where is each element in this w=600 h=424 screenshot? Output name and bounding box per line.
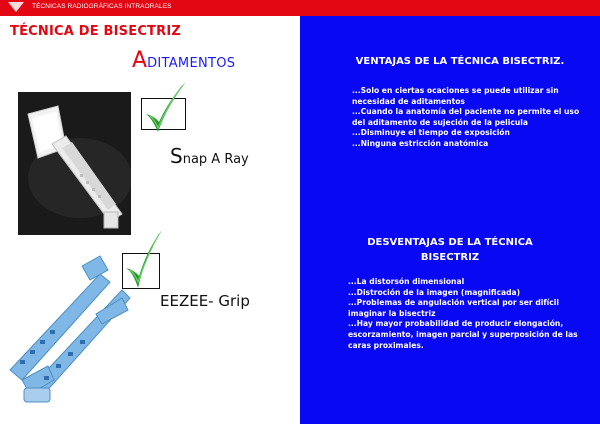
triangle-logo-icon [8,2,24,12]
heading-initial: A [132,48,148,73]
list-item: ...Solo en ciertas ocaciones se puede utilizar sin necesidad de aditamentos [352,86,559,106]
list-item: ...La distorsón dimensional [348,277,465,286]
page-title: TÉCNICA DE BISECTRIZ [10,24,182,39]
top-header-bar [0,0,600,16]
eezee-grip-holder-photo [4,252,134,412]
disadvantages-list [348,277,588,351]
right-panel [300,16,600,424]
section-heading-aditamentos [132,48,235,73]
list-item: ...Hay mayor probabilidad de producir elongación, escorzamiento, imagen parcial y superposición de las caras proximales. [348,319,578,350]
snap-a-ray-holder-photo [18,92,131,235]
list-item: ...Problemas de angulación vertical por ser difícil imaginar la bisectriz [348,298,559,318]
green-check-icon [140,78,190,138]
heading-rest: DITAMENTOS [147,56,236,71]
disadvantages-title: DESVENTAJAS DE LA TÉCNICA BISECTRIZ [367,237,533,263]
list-item: ...Cuando la anatomía del paciente no permite el uso del aditamento de sujeción de la pelicula [352,107,580,127]
list-item: ...Distroción de la imagen (magnificada) [348,287,521,297]
snap-initial: S [170,144,183,168]
left-panel [0,16,300,424]
breadcrumb: TÉCNICAS RADIOGRÁFICAS INTRAORALES [32,3,172,10]
label-eezee-grip: EEZEE- Grip [160,292,250,310]
list-item: ...Disminuye el tiempo de exposición [352,128,510,138]
list-item: ...Ninguna estricción anatómica [352,138,489,148]
advantages-title: VENTAJAS DE LA TÉCNICA BISECTRIZ. [355,56,565,67]
snap-rest: nap A Ray [182,152,249,167]
label-snap-a-ray [170,144,249,168]
advantages-list [352,86,584,150]
